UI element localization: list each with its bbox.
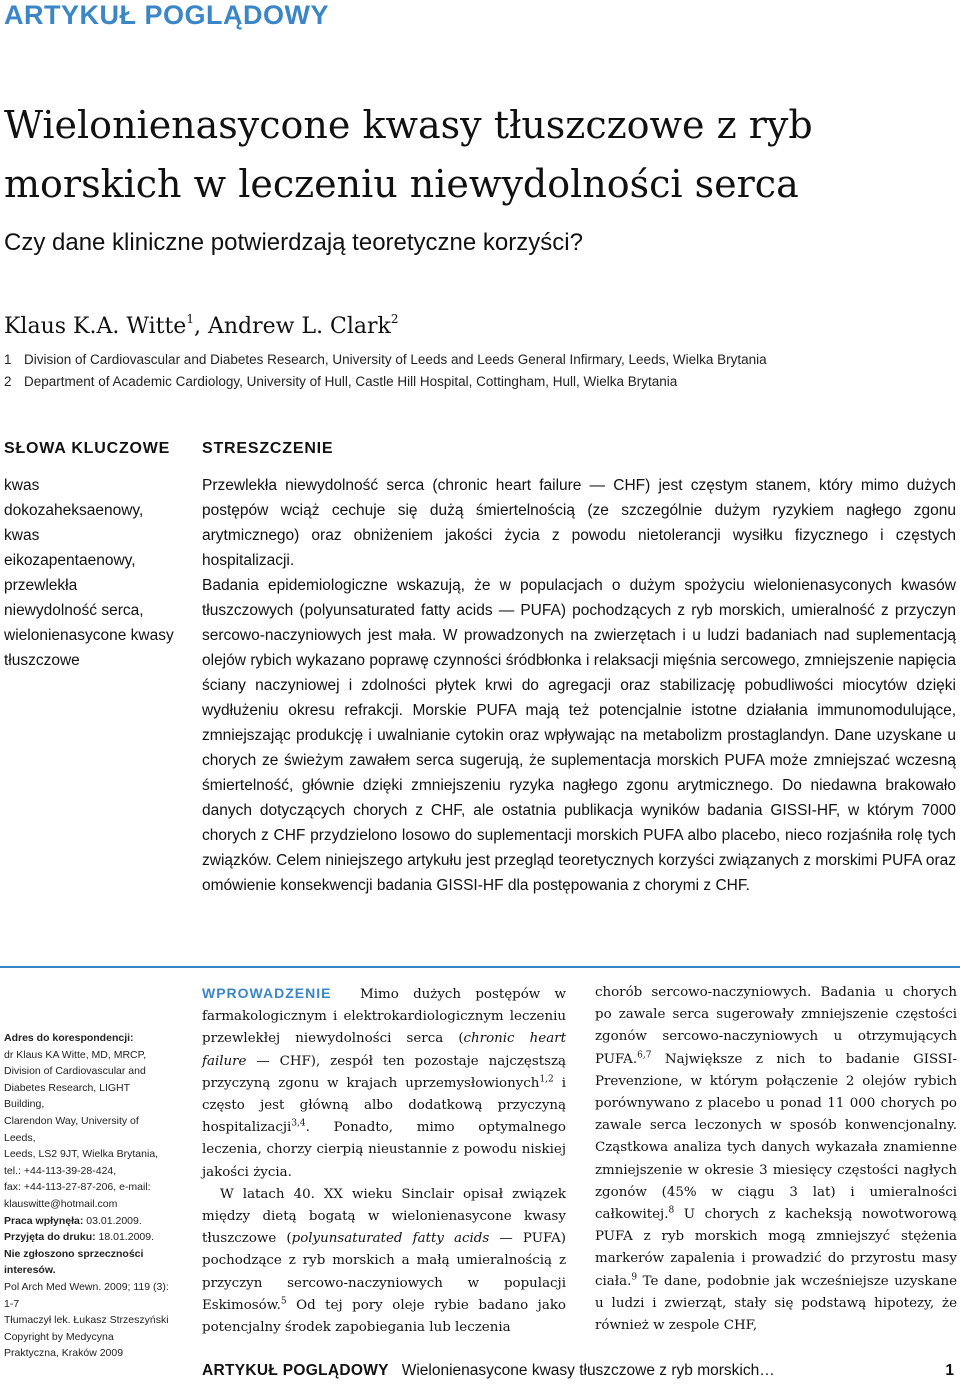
affiliation-ref: 1 [186, 311, 194, 326]
affiliation-text: Division of Cardiovascular and Diabetes Research, University of Leeds and Leeds General Infirmary, Leeds, Wielka Brytania [24, 352, 767, 367]
abstract-paragraph: Badania epidemiologiczne wskazują, że w populacjach o dużym spożyciu wielonienasyconych kwasów tłuszczowych (polyunsaturated fatty acids — PUFA) pochodzących z ryb morskich, umieralność z przyczyn sercowo-naczyniowych jest mała. W prowadzonych na zwierzętach i u ludzi badaniach nad suplementacją olejów rybich wykazano poprawę czynności śródbłonka i relaksacji mięśnia sercowego, zmniejszenie napięcia ściany naczyniowej i zdolności płytek krwi do agregacji oraz stabilizację pobudliwości miocytów dzięki wydłużeniu okresu refrakcji. Morskie PUFA mają też potencjalnie istotne działania immunomodulujące, zmniejszając produkcję i uwalnianie cytokin oraz wpływając na metabolizm prostaglandyn. Dane uzyskane u chorych ze świeżym zawałem serca sugerują, że suplementacja morskich PUFA może zmniejszać wczesną śmiertelność, głównie dzięki zmniejszeniu ryzyka nagłego zgonu arytmicznego. Do niedawna brakowało danych dotyczących chorych z CHF, ale ostatnia publikacja wyników badania GISSI-HF, w którym 7000 chorych z CHF przydzielono losowo do suplementacji morskich PUFA albo placebo, nieco rozjaśniła rolę tych związków. Celem niniejszego artykułu jest przegląd teoretycznych korzyści związanych z morskimi PUFA oraz omówienie konsekwencji badania GISSI-HF dla postępowania z chorymi z CHF. [202, 577, 956, 894]
keywords-heading: SŁOWA KLUCZOWE [4, 440, 171, 457]
correspondence-line: Clarendon Way, University of Leeds, [4, 1114, 139, 1144]
correspondence-box [4, 1030, 169, 1362]
affiliation-ref: 2 [390, 311, 399, 326]
article-subtitle: Czy dane kliniczne potwierdzają teoretyczne korzyści? [4, 229, 583, 256]
citation-ref: 8 [668, 1205, 675, 1216]
section-heading: WPROWADZENIE [202, 985, 332, 1001]
correspondence-line: Division of Cardiovascular and [4, 1065, 146, 1078]
article-title: Wielonienasycone kwasy tłuszczowe z ryb morskich w leczeniu niewydolności serca [4, 103, 813, 206]
page-number: 1 [945, 1362, 954, 1379]
citation-ref: 3,4 [291, 1118, 306, 1129]
author-list: Klaus K.A. Witte$^1$, Andrew L. Clark$^2$ [4, 311, 399, 339]
affiliation-1 [4, 352, 767, 367]
copyright: Copyright by Medycyna Praktyczna, Kraków 2009 [4, 1330, 124, 1360]
author-name: Klaus K.A. Witte [4, 314, 187, 339]
abstract-paragraph: Przewlekła niewydolność serca (chronic heart failure — CHF) jest częstym stanem, który mimo dużych postępów wciąż cechuje się dużą śmiertelnością (ze szczególnie dużym ryzykiem nagłego zgonu arytmicznego) oraz obniżeniem jakości życia z powodu nietolerancji wysiłku fizycznego i częstych hospitalizacji. [202, 477, 956, 569]
body-column-left [202, 982, 566, 1339]
affiliation-number: 1 [4, 352, 12, 367]
author-name: Andrew L. Clark [207, 314, 391, 339]
correspondence-label: Adres do korespondencji: [4, 1032, 134, 1044]
body-paragraph: WPROWADZENIE Mimo dużych postępów w farmakologicznym i elektrokardiologicznym leczeniu przewlekłej niewydolności serca (chronic heart failure — CHF), zespół ten pozostaje najczęstszą przyczyną zgonu w krajach uprzemysłowionych$^{1,2}$ i często jest główną albo dodatkową przyczyną hospitalizacji$^{3,4}$. Ponadto, mimo optymalnego leczenia, chorzy cierpią nieustannie z powodu niskiej jakości życia. [202, 985, 566, 1180]
accepted-date: Przyjęta do druku: 18.01.2009. [4, 1231, 154, 1244]
correspondence-line: klauswitte@hotmail.com [4, 1197, 118, 1210]
page-footer [202, 1362, 954, 1380]
received-date: Praca wpłynęła: 03.01.2009. [4, 1214, 142, 1227]
section-divider [0, 966, 960, 968]
footer-section-label: ARTYKUŁ POGLĄDOWY [202, 1362, 389, 1379]
translator: Tłumaczył lek. Łukasz Strzeszyński [4, 1314, 169, 1327]
citation-ref: 6,7 [637, 1050, 652, 1061]
keywords-text: kwas dokozaheksaenowy, kwas eikozapentaenowy, przewlekła niewydolność serca, wielonienasycone kwasy tłuszczowe [4, 477, 174, 669]
affiliation-text: Department of Academic Cardiology, University of Hull, Castle Hill Hospital, Cottingham, Hull, Wielka Brytania [24, 374, 678, 389]
citation-ref: 5 [280, 1296, 287, 1307]
citation-ref: 1,2 [539, 1074, 554, 1085]
correspondence-line: Leeds, LS2 9JT, Wielka Brytania, [4, 1148, 159, 1161]
body-paragraph: chorób sercowo-naczyniowych. Badania u chorych po zawale serca sugerowały zmniejszenie częstości zgonów sercowo-naczyniowych u otrzymujących PUFA.$^{6,7}$ Największe z nich to badanie GISSI-Prevenzione, w którym połączenie 2 olejów rybich porównywano z placebo u ponad 11 000 chorych po zawale serca leczonych w sposób konwencjonalny. Cząstkowa analiza tych danych wykazała znamienne zmniejszenie w okresie 3 miesięcy częstości nagłych zgonów (45% w ciągu 3 lat) i umieralności całkowitej.$^8$ U chorych z kacheksją nowotworową PUFA z ryb morskich mogą zmniejszyć stężenia markerów zapalenia i prowadzić do przyrostu masy ciała.$^9$ Te dane, podobnie jak wcześniejsze uzyskane u ludzi i zwierząt, stały się podstawą hipotezy, że również w zespole CHF, [595, 985, 957, 1334]
body-paragraph: W latach 40. XX wieku Sinclair opisał związek między dietą bogatą w wielonienasycone kwasy tłuszczowe (polyunsaturated fatty acids — PUFA) pochodzące z ryb morskich a małą umieralnością z przyczyn sercowo-naczyniowych w populacji Eskimosów.$^5$ Od tej pory oleje rybie badano jako potencjalny środek zapobiegania lub leczenia [202, 1186, 566, 1336]
citation-ref: 9 [631, 1272, 638, 1283]
section-label: ARTYKUŁ POGLĄDOWY [4, 0, 329, 30]
correspondence-line: dr Klaus KA Witte, MD, MRCP, [4, 1048, 147, 1061]
correspondence-line: fax: +44-113-27-87-206, e-mail: [4, 1181, 151, 1194]
footer-running-title: Wielonienasycone kwasy tłuszczowe z ryb morskich… [401, 1362, 775, 1379]
abstract-body [202, 473, 956, 898]
conflict-statement: Nie zgłoszono sprzeczności interesów. [4, 1247, 144, 1277]
affiliation-2 [4, 374, 677, 389]
citation: Pol Arch Med Wewn. 2009; 119 (3): 1-7 [4, 1280, 169, 1310]
correspondence-line: tel.: +44-113-39-28-424, [4, 1164, 117, 1177]
affiliation-number: 2 [4, 374, 12, 389]
correspondence-line: Diabetes Research, LIGHT Building, [4, 1081, 130, 1111]
abstract-heading: STRESZCZENIE [202, 440, 334, 457]
body-column-right [595, 982, 957, 1337]
